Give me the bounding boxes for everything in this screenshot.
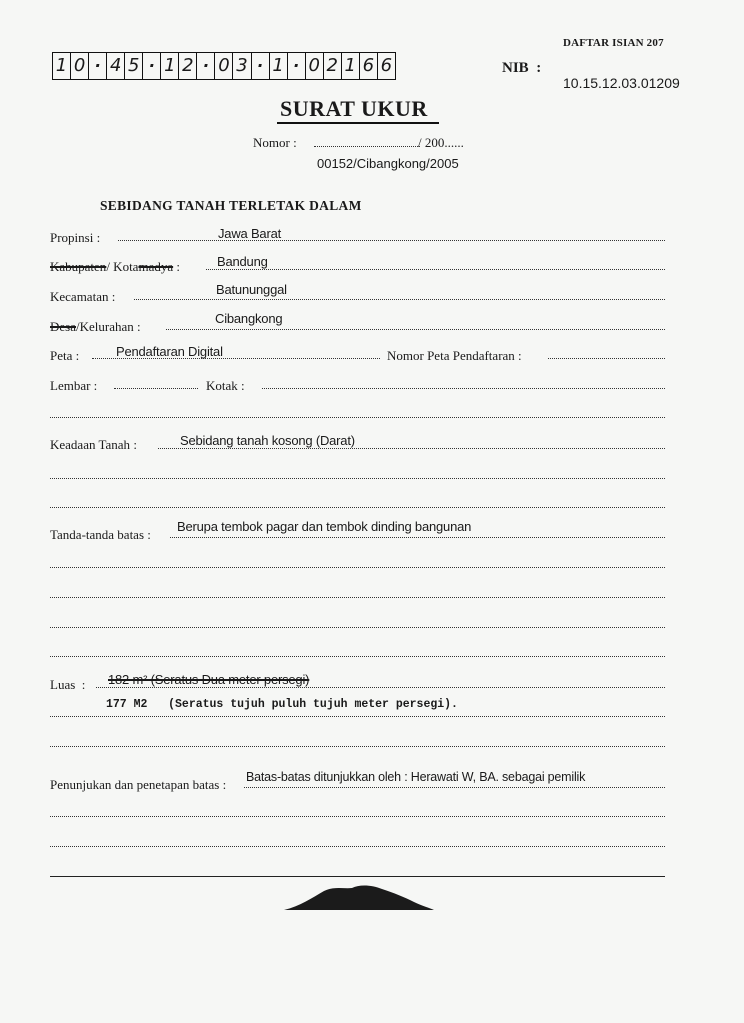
blank-line [50,746,665,747]
keadaan-tanah-line [158,448,665,449]
kotak-line [262,388,665,389]
blank-line [50,567,665,568]
propinsi-label: Propinsi : [50,230,101,245]
kecamatan-line [134,299,665,300]
kecamatan-value: Batununggal [216,282,287,297]
nib-value: 10.15.12.03.01209 [563,75,680,91]
registration-digit-cell: 5 [125,53,143,79]
registration-digit-cell: 1 [342,53,360,79]
registration-digit-cell: 0 [215,53,233,79]
registration-digit-cell: 1 [270,53,288,79]
registration-digit-cell: · [89,53,107,79]
blank-line [50,846,665,847]
registration-digit-cell: · [252,53,270,79]
lembar-line [114,388,198,389]
blank-line [50,478,665,479]
lembar-label: Lembar : [50,378,98,393]
registration-digit-cell: 1 [53,53,71,79]
registration-digit-cell: 2 [324,53,342,79]
blank-line [50,417,665,418]
penunjukan-label: Penunjukan dan penetapan batas : [50,777,227,792]
nomor-year-template: / 200...... [418,135,464,150]
nomor-dots [314,146,420,147]
blank-line [50,716,665,717]
registration-digit-cell: 1 [161,53,179,79]
nomor-value: 00152/Cibangkong/2005 [317,156,459,171]
kota-label: Kabupaten/ Kotamadya : [50,259,180,274]
keadaan-tanah-label: Keadaan Tanah : [50,437,137,452]
nib-label: NIB : [502,60,542,76]
luas-typed-value: 177 M2 (Seratus tujuh puluh tujuh meter persegi). [106,698,458,711]
blank-line [50,816,665,817]
section-title: SEBIDANG TANAH TERLETAK DALAM [100,198,362,213]
peta-label: Peta : [50,348,80,363]
registration-digit-cell: 0 [71,53,89,79]
tanda-batas-label: Tanda-tanda batas : [50,527,151,542]
registration-digit-cell: 6 [380,55,393,76]
kota-value: Bandung [217,254,268,269]
title-underline [277,122,439,124]
blank-line [50,656,665,657]
registration-digit-cell: · [197,53,215,79]
kotak-label: Kotak : [206,378,245,393]
registration-digit-cell: · [288,53,306,79]
page-title: SURAT UKUR [280,96,428,121]
registration-digit-cell: 3 [233,53,251,79]
kota-line [206,269,665,270]
tanda-batas-line [170,537,665,538]
keadaan-tanah-value: Sebidang tanah kosong (Darat) [180,433,355,448]
registration-digit-cell: 0 [306,53,324,79]
registration-number-box [52,52,396,80]
registration-digit-cell: 6 [360,53,378,79]
bottom-rule [50,876,665,877]
penunjukan-value: Batas-batas ditunjukkan oleh : Herawati W, BA. sebagai pemilik [246,770,586,784]
kelurahan-value: Cibangkong [215,311,283,326]
blank-line [50,597,665,598]
blank-line [50,627,665,628]
form-code: DAFTAR ISIAN 207 [563,37,664,49]
luas-label: Luas : [50,677,86,692]
kelurahan-label: Desa/Kelurahan : [50,319,141,334]
luas-old-value: 182 m² (Seratus Dua meter persegi) [108,672,310,687]
registration-digit-cell: 2 [179,53,197,79]
registration-digit-cell: · [143,53,161,79]
peta-value: Pendaftaran Digital [116,344,223,359]
luas-line [96,687,665,688]
penunjukan-line [244,787,665,788]
kecamatan-label: Kecamatan : [50,289,116,304]
registration-digit-cell: 4 [107,53,125,79]
propinsi-value: Jawa Barat [218,226,282,241]
tanda-batas-value: Berupa tembok pagar dan tembok dinding bangunan [177,519,472,534]
nomor-peta-label: Nomor Peta Pendaftaran : [387,348,522,363]
propinsi-line [118,240,665,241]
kelurahan-line [166,329,665,330]
ornament-icon [282,882,436,912]
blank-line [50,507,665,508]
nomor-label: Nomor : [253,135,297,150]
nomor-peta-line [548,358,665,359]
